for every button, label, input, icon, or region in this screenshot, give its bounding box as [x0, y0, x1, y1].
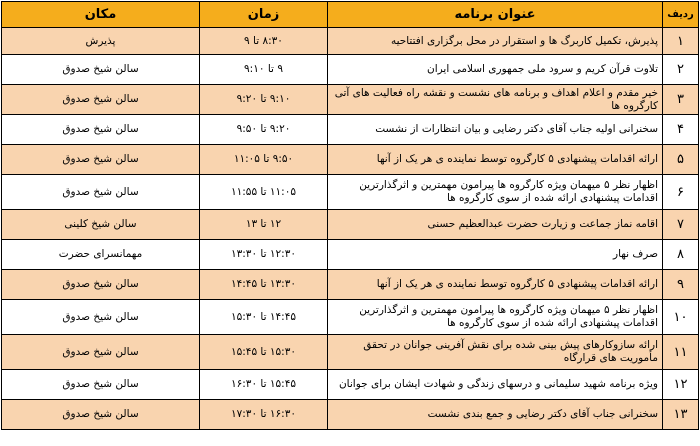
header-place: مکان [2, 2, 200, 28]
row-number: ۵ [663, 145, 699, 175]
program-time: ۱۵:۳۰ تا ۱۵:۴۵ [200, 335, 328, 370]
program-title: سخنرانی جناب آقای دکتر رضایی و جمع بندی نشست [328, 400, 663, 430]
program-place: سالن شیخ صدوق [2, 145, 200, 175]
program-time: ۱۶:۳۰ تا ۱۷:۳۰ [200, 400, 328, 430]
header-time: زمان [200, 2, 328, 28]
program-time: ۹ تا ۹:۱۰ [200, 55, 328, 85]
row-number: ۱۳ [663, 400, 699, 430]
row-number: ۱۱ [663, 335, 699, 370]
table-row [2, 300, 699, 335]
program-title: ارائه سازوکارهای پیش بینی شده برای نقش آفرینی جوانان در تحقق مأموریت های قرارگاه [328, 335, 663, 370]
program-place: سالن شیخ صدوق [2, 300, 200, 335]
program-title: اقامه نماز جماعت و زیارت حضرت عبدالعظیم حسنی [328, 210, 663, 240]
table-row [2, 28, 699, 55]
program-place: سالن شیخ صدوق [2, 55, 200, 85]
program-place: سالن شیخ صدوق [2, 175, 200, 210]
program-title: صرف نهار [328, 240, 663, 270]
program-place: سالن شیخ صدوق [2, 85, 200, 115]
row-number: ۴ [663, 115, 699, 145]
row-number: ۹ [663, 270, 699, 300]
program-place: سالن شیخ کلینی [2, 210, 200, 240]
program-place: سالن شیخ صدوق [2, 370, 200, 400]
table-row [2, 400, 699, 430]
program-time: ۸:۳۰ تا ۹ [200, 28, 328, 55]
schedule-table [1, 1, 699, 430]
program-time: ۹:۱۰ تا ۹:۲۰ [200, 85, 328, 115]
header-program-title: عنوان برنامه [328, 2, 663, 28]
program-place: سالن شیخ صدوق [2, 270, 200, 300]
table-row [2, 210, 699, 240]
row-number: ۸ [663, 240, 699, 270]
table-row [2, 335, 699, 370]
row-number: ۶ [663, 175, 699, 210]
row-number: ۲ [663, 55, 699, 85]
table-row [2, 270, 699, 300]
program-title: تلاوت قرآن کریم و سرود ملی جمهوری اسلامی ایران [328, 55, 663, 85]
program-time: ۱۲:۳۰ تا ۱۳:۳۰ [200, 240, 328, 270]
row-number: ۱۰ [663, 300, 699, 335]
table-row [2, 55, 699, 85]
schedule-container [1, 1, 699, 430]
program-title: سخنرانی اولیه جناب آقای دکتر رضایی و بیان انتظارات از نشست [328, 115, 663, 145]
program-time: ۱۱:۰۵ تا ۱۱:۵۵ [200, 175, 328, 210]
row-number: ۱۲ [663, 370, 699, 400]
table-row [2, 175, 699, 210]
program-time: ۹:۲۰ تا ۹:۵۰ [200, 115, 328, 145]
program-time: ۱۲ تا ۱۳ [200, 210, 328, 240]
table-row [2, 370, 699, 400]
row-number: ۱ [663, 28, 699, 55]
table-row [2, 115, 699, 145]
table-row [2, 240, 699, 270]
row-number: ۷ [663, 210, 699, 240]
program-title: خیر مقدم و اعلام اهداف و برنامه های نشست و نقشه راه فعالیت های آتی کارگروه ها [328, 85, 663, 115]
program-time: ۱۴:۴۵ تا ۱۵:۳۰ [200, 300, 328, 335]
program-time: ۹:۵۰ تا ۱۱:۰۵ [200, 145, 328, 175]
program-title: ارائه اقدامات پیشنهادی ۵ کارگروه توسط نماینده ی هر یک از آنها [328, 270, 663, 300]
program-place: سالن شیخ صدوق [2, 115, 200, 145]
header-row-number: ردیف [663, 2, 699, 28]
program-title: اظهار نظر ۵ میهمان ویژه کارگروه ها پیرامون مهمترین و اثرگذارترین اقدامات پیشنهادی ارائه شده از سوی کارگروه ها [328, 300, 663, 335]
program-title: پذیرش، تکمیل کاربرگ ها و استقرار در محل برگزاری افتتاحیه [328, 28, 663, 55]
program-time: ۱۵:۴۵ تا ۱۶:۳۰ [200, 370, 328, 400]
program-place: سالن شیخ صدوق [2, 400, 200, 430]
table-header-row [2, 2, 699, 28]
program-place: مهمانسرای حضرت [2, 240, 200, 270]
table-row [2, 145, 699, 175]
program-title: ویژه برنامه شهید سلیمانی و درسهای زندگی و شهادت ایشان برای جوانان [328, 370, 663, 400]
program-place: سالن شیخ صدوق [2, 335, 200, 370]
program-time: ۱۳:۳۰ تا ۱۴:۴۵ [200, 270, 328, 300]
program-title: اظهار نظر ۵ میهمان ویژه کارگروه ها پیرامون مهمترین و اثرگذارترین اقدامات پیشنهادی ارائه شده از سوی کارگروه ها [328, 175, 663, 210]
program-title: ارائه اقدامات پیشنهادی ۵ کارگروه توسط نماینده ی هر یک از آنها [328, 145, 663, 175]
table-row [2, 85, 699, 115]
row-number: ۳ [663, 85, 699, 115]
program-place: پذیرش [2, 28, 200, 55]
